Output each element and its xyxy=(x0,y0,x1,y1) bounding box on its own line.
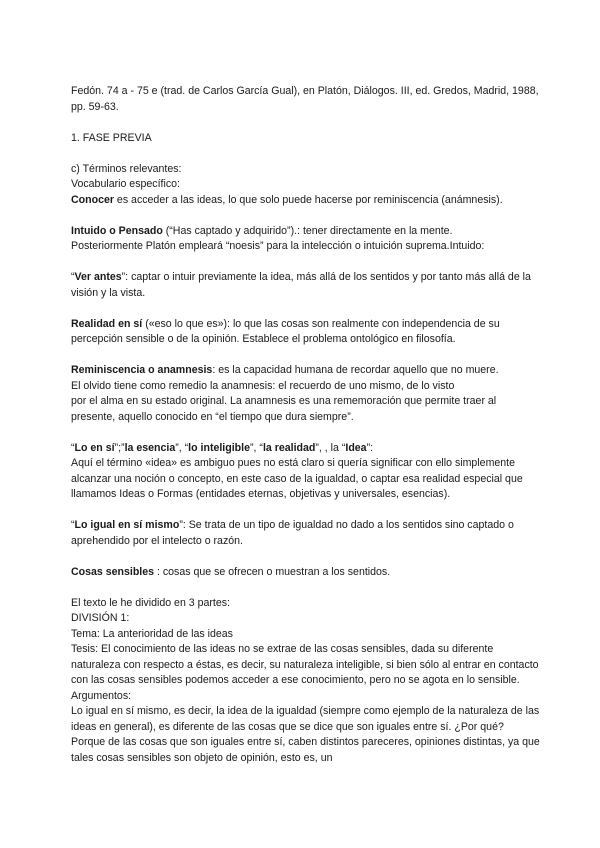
division-title: DIVISIÓN 1: xyxy=(71,612,130,624)
term-label: Lo en sí xyxy=(74,441,115,454)
term-reminiscencia-line3: por el alma en su estado original. La anamnesis es una rememoración que permite traer al presente, aquello conocido en “el tiempo que dura siempre”. xyxy=(71,395,497,423)
term-label: la realidad xyxy=(262,441,316,454)
division-intro: El texto le he dividido en 3 partes: xyxy=(71,596,231,609)
argumento-2: Porque de las cosas que son iguales entre sí, caben distintos pareceres, opiniones distintas, ya que tales cosas sensibles son objeto de opinión, esto es, un xyxy=(71,736,540,764)
term-reminiscencia-line2: El olvido tiene como remedio la anamnesis: el recuerdo de uno mismo, de lo visto xyxy=(71,379,455,392)
term-definition: ”: captar o intuir previamente la idea, más allá de los sentidos y por tanto más allá de la visión y la vista. xyxy=(71,271,531,299)
quote-mark: “ xyxy=(71,519,75,531)
term-label: Intuido o Pensado xyxy=(71,224,163,237)
term-definition: es acceder a las ideas, lo que solo puede hacerse por reminiscencia (anámnesis). xyxy=(113,193,503,206)
quote-mark: “ xyxy=(71,441,75,454)
term-label: la esencia xyxy=(124,441,176,454)
term-separator: ”;” xyxy=(114,441,125,454)
term-label: lo inteligible xyxy=(188,441,250,454)
term-separator: ”, “ xyxy=(249,441,263,454)
term-reminiscencia xyxy=(71,363,541,379)
term-separator: ”, “ xyxy=(175,441,189,454)
term-label: Reminiscencia o anamnesis xyxy=(71,364,213,376)
quote-mark: “ xyxy=(71,271,75,283)
term-lo-en-si-definition: Aquí el término «idea» es ambiguo pues no está claro si quería significar con ello simplemente alcanzar una noción o concepto, en este caso de la igualdad, o captar esa realidad especial que llamamos Ideas o Formas (entidades eternas, objetivas y universales, esencias). xyxy=(71,457,523,500)
term-intuido xyxy=(71,224,541,240)
term-cosas-sensibles xyxy=(71,565,541,581)
term-definition: («eso lo que es»): lo que las cosas son realmente con independencia de su percepción sensible o de la opinión. Establece el problema ontológico en filosofía. xyxy=(71,317,500,345)
vocab-heading: Vocabulario específico: xyxy=(71,178,180,190)
citation: Fedón. 74 a - 75 e (trad. de Carlos García Gual), en Platón, Diálogos. III, ed. Gredos, Madrid, 1988, pp. 59-63. xyxy=(71,85,539,113)
term-definition: ”: Se trata de un tipo de igualdad no dado a los sentidos sino captado o aprehendido por el intelecto o razón. xyxy=(71,519,514,547)
terms-heading: c) Términos relevantes: xyxy=(71,162,182,175)
term-definition: : cosas que se ofrecen o muestran a los sentidos. xyxy=(154,565,391,578)
document-body xyxy=(71,84,541,766)
division-tema: Tema: La anterioridad de las ideas xyxy=(71,627,233,640)
term-separator: ”: xyxy=(366,441,374,454)
term-definition: (“Has captado y adquirido”).: tener directamente en la mente. xyxy=(162,224,453,237)
argumento-1: Lo igual en sí mismo, es decir, la idea de la igualdad (siempre como ejemplo de la naturaleza de las ideas en general), es diferente de las cosas que se dice que son iguales entre sí. ¿Por qué? xyxy=(71,705,540,733)
term-ver-antes xyxy=(71,270,541,301)
term-label: Cosas sensibles xyxy=(71,565,155,578)
term-label: Ver antes xyxy=(74,271,122,283)
phase-heading: 1. FASE PREVIA xyxy=(71,131,152,144)
term-conocer xyxy=(71,193,541,209)
term-label: Realidad en sí xyxy=(71,317,143,330)
term-lo-igual xyxy=(71,518,541,549)
term-label: Lo igual en sí mismo xyxy=(74,519,180,531)
term-intuido-line2: Posteriormente Platón empleará “noesis” para la intelección o intuición suprema.Intuido: xyxy=(71,240,485,252)
division-tesis: Tesis: El conocimiento de las ideas no se extrae de las cosas sensibles, dada su diferente naturaleza con respecto a éstas, es decir, su naturaleza inteligible, si bien sólo al entrar en contacto con las cosas sensibles podemos acceder a ese conocimiento, pero no se agota en lo sensible. xyxy=(71,643,539,686)
term-definition: : es la capacidad humana de recordar aquello que no muere. xyxy=(212,364,499,376)
term-label: Idea xyxy=(345,441,367,454)
term-separator: ”, , la “ xyxy=(315,441,346,454)
term-lo-en-si xyxy=(71,441,541,457)
argumentos-heading: Argumentos: xyxy=(71,689,132,702)
term-label: Conocer xyxy=(71,193,114,206)
term-realidad xyxy=(71,317,541,348)
